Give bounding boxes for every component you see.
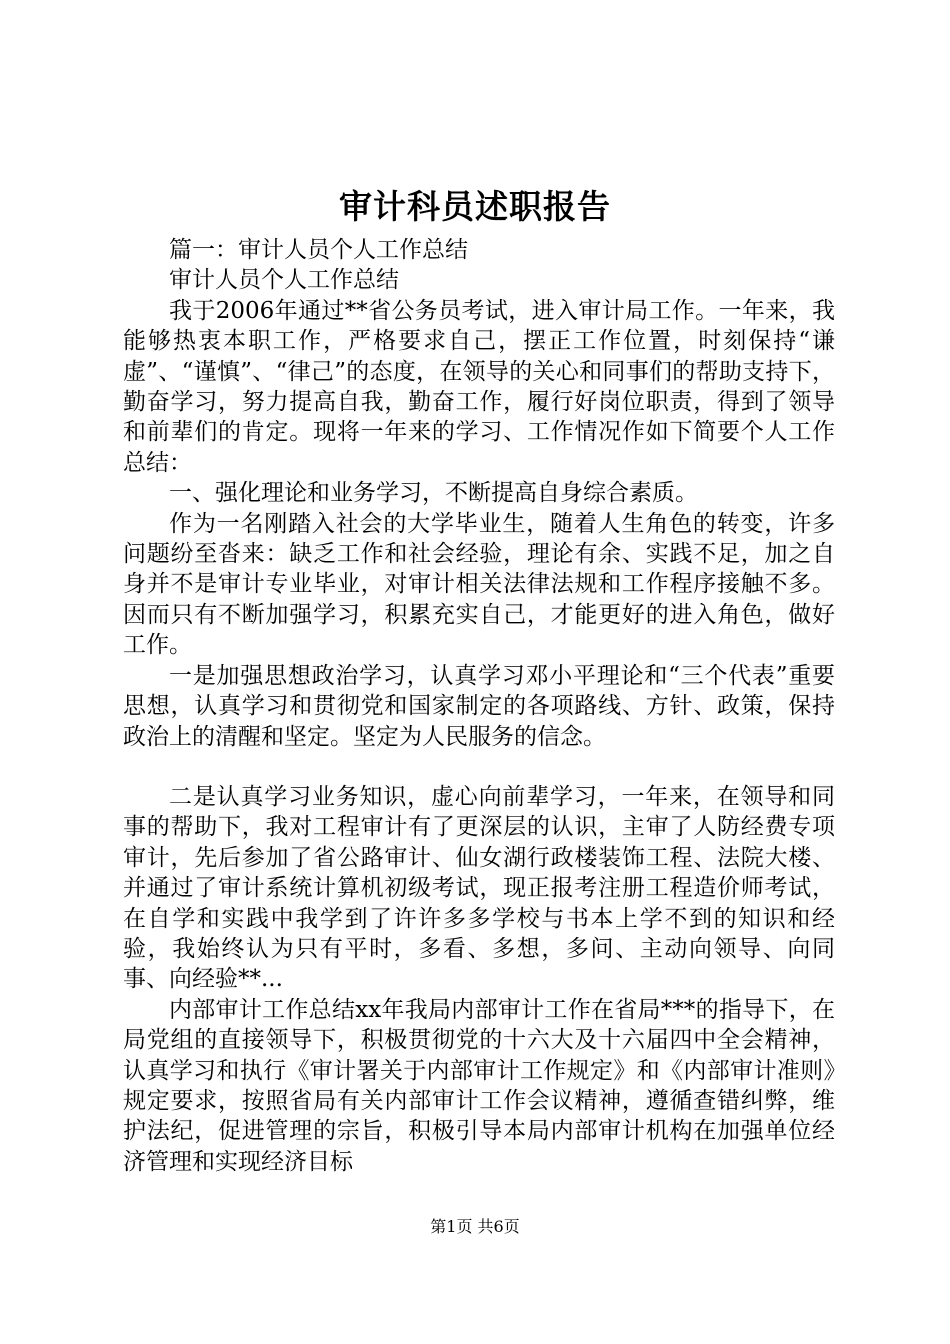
paragraph-heading-1: 篇一：审计人员个人工作总结 <box>169 237 468 263</box>
paragraph-intro: 我于2006年通过**省公务员考试，进入审计局工作。一年来，我能够热衷本职工作，严格要求自己，摆正工作位置，时刻保持“谦虚”、“谨慎”、“律己”的态度，在领导的关心和同事们的帮助支持下，勤奋学习，努力提高自我，勤奋工作，履行好岗位职责，得到了领导和前辈们的肯定。现将一年来的学习、工作情况作如下简要个人工作总结： <box>123 297 835 476</box>
paragraph-political-study: 一是加强思想政治学习，认真学习邓小平理论和“三个代表”重要思想，认真学习和贯彻党和国家制定的各项路线、方针、政策，保持政治上的清醒和坚定。坚定为人民服务的信念。 <box>123 662 835 750</box>
document-title: 审计科员述职报告 <box>339 187 611 226</box>
page-footer: 第1页 共6页 <box>430 1217 520 1236</box>
paragraph-business-study: 二是认真学习业务知识，虚心向前辈学习，一年来，在领导和同事的帮助下，我对工程审计有了更深层的认识，主审了人防经费专项审计，先后参加了省公路审计、仙女湖行政楼装饰工程、法院大楼、并通过了审计系统计算机初级考试，现正报考注册工程造价师考试，在自学和实践中我学到了许许多多学校与书本上学不到的知识和经验，我始终认为只有平时，多看、多想，多问、主动向领导、向同事、向经验**... <box>123 783 835 993</box>
paragraph-gap <box>123 752 835 782</box>
paragraph-subtitle: 审计人员个人工作总结 <box>169 267 399 294</box>
document-body <box>123 235 835 1177</box>
paragraph-internal-audit: 内部审计工作总结xx年我局内部审计工作在省局***的指导下，在局党组的直接领导下，积极贯彻党的十六大及十六届四中全会精神，认真学习和执行《审计署关于内部审计工作规定》和《内部审计准则》规定要求，按照省局有关内部审计工作会议精神，遵循查错纠弊，维护法纪，促进管理的宗旨，积极引导本局内部审计机构在加强单位经济管理和实现经济目标 <box>123 996 835 1175</box>
paragraph-section-1-body: 作为一名刚踏入社会的大学毕业生，随着人生角色的转变，许多问题纷至沓来：缺乏工作和社会经验，理论有余、实践不足，加之自身并不是审计专业毕业，对审计相关法律法规和工作程序接触不多。因而只有不断加强学习，积累充实自己，才能更好的进入角色，做好工作。 <box>123 510 835 659</box>
paragraph-section-1-heading: 一、强化理论和业务学习，不断提高自身综合素质。 <box>169 480 698 507</box>
